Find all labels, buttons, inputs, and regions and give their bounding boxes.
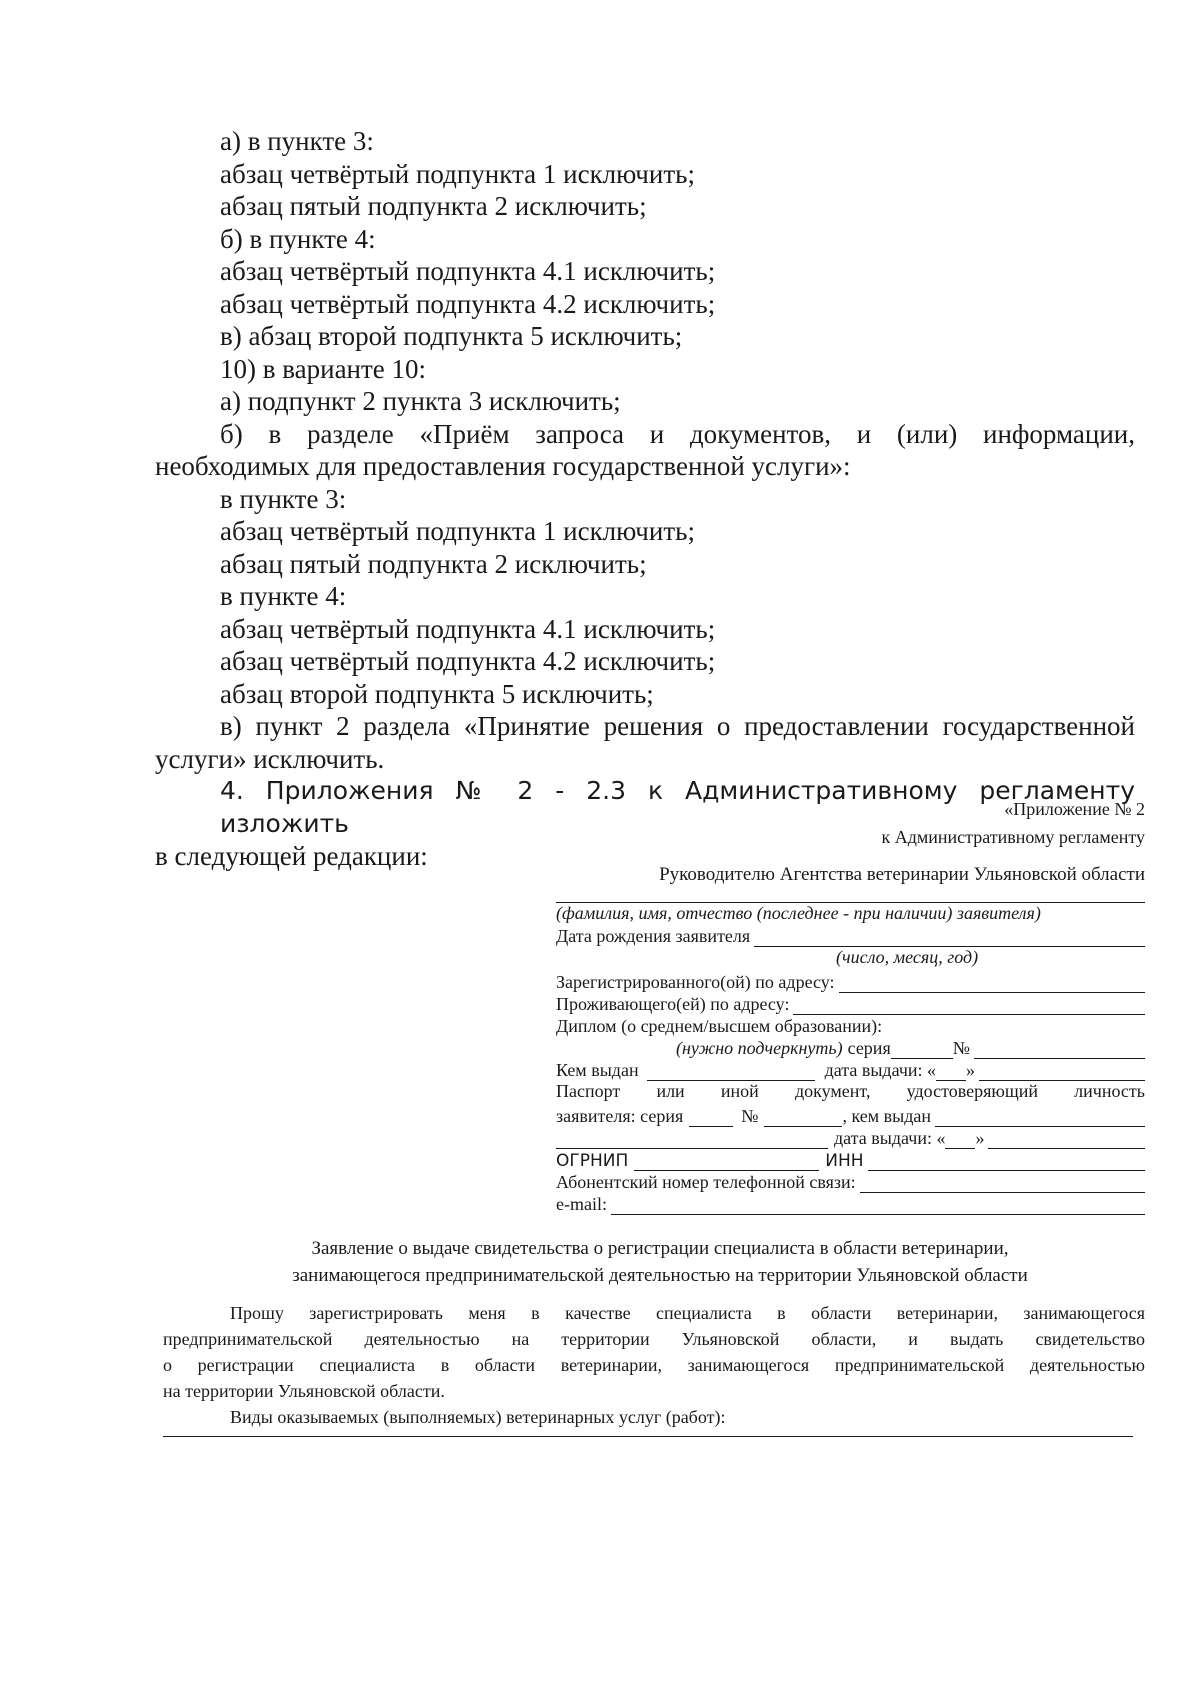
- text-line: абзац четвёртый подпункта 1 исключить;: [220, 516, 695, 546]
- living-row: [556, 993, 1145, 1015]
- text-line: б) в пункте 4:: [220, 223, 376, 254]
- passport-issued-cont-field[interactable]: [556, 1131, 828, 1149]
- statement-body: [163, 1300, 1145, 1437]
- applicant-series-label: заявителя: серия: [556, 1106, 684, 1126]
- fio-line[interactable]: [556, 890, 1145, 903]
- email-row: [556, 1193, 1145, 1215]
- statement-title-line2: занимающегося предпринимательской деятельностью на территории Ульяновской области: [292, 1265, 1028, 1286]
- quote-close2: »: [975, 1128, 985, 1148]
- birth-label: Дата рождения заявителя: [556, 926, 751, 946]
- living-field[interactable]: [793, 997, 1145, 1015]
- text-line: абзац четвёртый подпункта 1 исключить;: [220, 158, 695, 189]
- services-label: Виды оказываемых (выполняемых) ветеринарных услуг (работ):: [230, 1407, 726, 1427]
- item4-second: в следующей редакции:: [155, 841, 428, 871]
- inn-label: ИНН: [825, 1151, 864, 1171]
- statement-title: [175, 1235, 1145, 1289]
- amendment-text: [155, 125, 1145, 873]
- passport-issued-field[interactable]: [935, 1109, 1145, 1127]
- quote-close: »: [966, 1060, 976, 1080]
- attachment-title: «Приложение № 2: [1004, 799, 1145, 819]
- issued-by-field[interactable]: [647, 1063, 815, 1081]
- body-line-4: на территории Ульяновской области.: [163, 1381, 445, 1401]
- issued-row: [556, 1059, 1145, 1081]
- inn-field[interactable]: [868, 1153, 1145, 1171]
- attachment-header: [881, 795, 1145, 851]
- paragraph-v-second: услуги» исключить.: [155, 743, 385, 774]
- birth-hint: (число, месяц, год): [836, 947, 979, 967]
- passport-series-field[interactable]: [689, 1109, 733, 1127]
- email-field[interactable]: [611, 1197, 1145, 1215]
- statement-title-line1: Заявление о выдаче свидетельства о регистрации специалиста в области ветеринарии,: [311, 1238, 1009, 1259]
- series-label: серия: [847, 1038, 891, 1058]
- addressee: Руководителю Агентства ветеринарии Ульяновской области: [659, 864, 1145, 885]
- issued-by-label: Кем выдан: [556, 1060, 639, 1080]
- issue-date-field[interactable]: [979, 1063, 1145, 1081]
- ogrnip-row: [556, 1149, 1145, 1171]
- paragraph-b-second: необходимых для предоставления государственной услуги»:: [155, 451, 851, 481]
- passport-number-field[interactable]: [764, 1109, 842, 1127]
- ogrnip-field[interactable]: [634, 1153, 819, 1171]
- text-line: а) подпункт 2 пункта 3 исключить;: [220, 386, 621, 416]
- paragraph-v-first: в) пункт 2 раздела «Принятие решения о предоставлении государственной: [220, 711, 1135, 741]
- registered-row: [556, 971, 1145, 993]
- body-line-2: предпринимательской деятельностью на территории Ульяновской области, и выдать свидетельство: [163, 1329, 1145, 1349]
- diploma-series-row: [556, 1037, 1145, 1059]
- issue-date-label2: дата выдачи: «: [834, 1128, 946, 1148]
- applicant-form: [556, 890, 1145, 1215]
- birth-field[interactable]: [754, 929, 1145, 947]
- issue-date-label: дата выдачи: «: [824, 1060, 937, 1080]
- text-line: в пункте 4:: [220, 581, 347, 611]
- passport-day-field[interactable]: [945, 1131, 975, 1149]
- body-line-3: о регистрации специалиста в области ветеринарии, занимающегося предпринимательской деятельностью: [163, 1355, 1145, 1375]
- text-line: в пункте 3:: [220, 483, 347, 514]
- passport-number-sign: №: [741, 1106, 759, 1126]
- birth-row: [556, 925, 1145, 947]
- number-sign: №: [952, 1038, 970, 1058]
- text-line: абзац четвёртый подпункта 4.1 исключить;: [220, 256, 716, 286]
- text-line: абзац четвёртый подпункта 4.2 исключить;: [220, 646, 716, 676]
- issue-day-field[interactable]: [936, 1063, 966, 1081]
- text-line: абзац пятый подпункта 2 исключить;: [220, 191, 647, 221]
- item4-first: 4. Приложения № 2 - 2.3 к Административному регламенту изложить: [220, 776, 1135, 838]
- passport-date-row: [556, 1127, 1145, 1149]
- paragraph-b-first: б) в разделе «Приём запроса и документов, и (или) информации,: [220, 418, 1135, 449]
- issued-by-inline: , кем выдан: [842, 1106, 931, 1126]
- text-line: абзац четвёртый подпункта 4.2 исключить;: [220, 288, 716, 319]
- text-line: 10) в варианте 10:: [220, 353, 427, 384]
- passport-row: [556, 1105, 1145, 1127]
- diploma-row: [556, 1015, 1145, 1037]
- email-label: e-mail:: [556, 1194, 607, 1214]
- text-line: в) абзац второй подпункта 5 исключить;: [220, 321, 683, 351]
- diploma-number-field[interactable]: [974, 1041, 1145, 1059]
- text-line: абзац пятый подпункта 2 исключить;: [220, 548, 647, 579]
- phone-field[interactable]: [860, 1175, 1145, 1193]
- text-line: абзац второй подпункта 5 исключить;: [220, 678, 654, 709]
- diploma-label: Диплом (о среднем/высшем образовании):: [556, 1016, 883, 1036]
- registered-label: Зарегистрированного(ой) по адресу:: [556, 972, 835, 992]
- services-field[interactable]: [163, 1430, 1133, 1437]
- diploma-series-field[interactable]: [891, 1041, 953, 1059]
- text-line: абзац четвёртый подпункта 4.1 исключить;: [220, 613, 716, 644]
- passport-date-field[interactable]: [988, 1131, 1145, 1149]
- registered-field[interactable]: [839, 975, 1145, 993]
- phone-label: Абонентский номер телефонной связи:: [556, 1172, 856, 1192]
- phone-row: [556, 1171, 1145, 1193]
- fio-hint: (фамилия, имя, отчество (последнее - при наличии) заявителя): [556, 903, 1041, 923]
- living-label: Проживающего(ей) по адресу:: [556, 994, 790, 1014]
- attachment-subtitle: к Административному регламенту: [881, 827, 1145, 847]
- text-line: а) в пункте 3:: [220, 126, 374, 156]
- body-line-1: Прошу зарегистрировать меня в качестве специалиста в области ветеринарии, занимающегося: [230, 1303, 1145, 1323]
- passport-text: Паспорт или иной документ, удостоверяющий личность: [556, 1081, 1145, 1101]
- underline-hint: (нужно подчеркнуть): [676, 1038, 843, 1058]
- ogrnip-label: ОГРНИП: [556, 1151, 629, 1171]
